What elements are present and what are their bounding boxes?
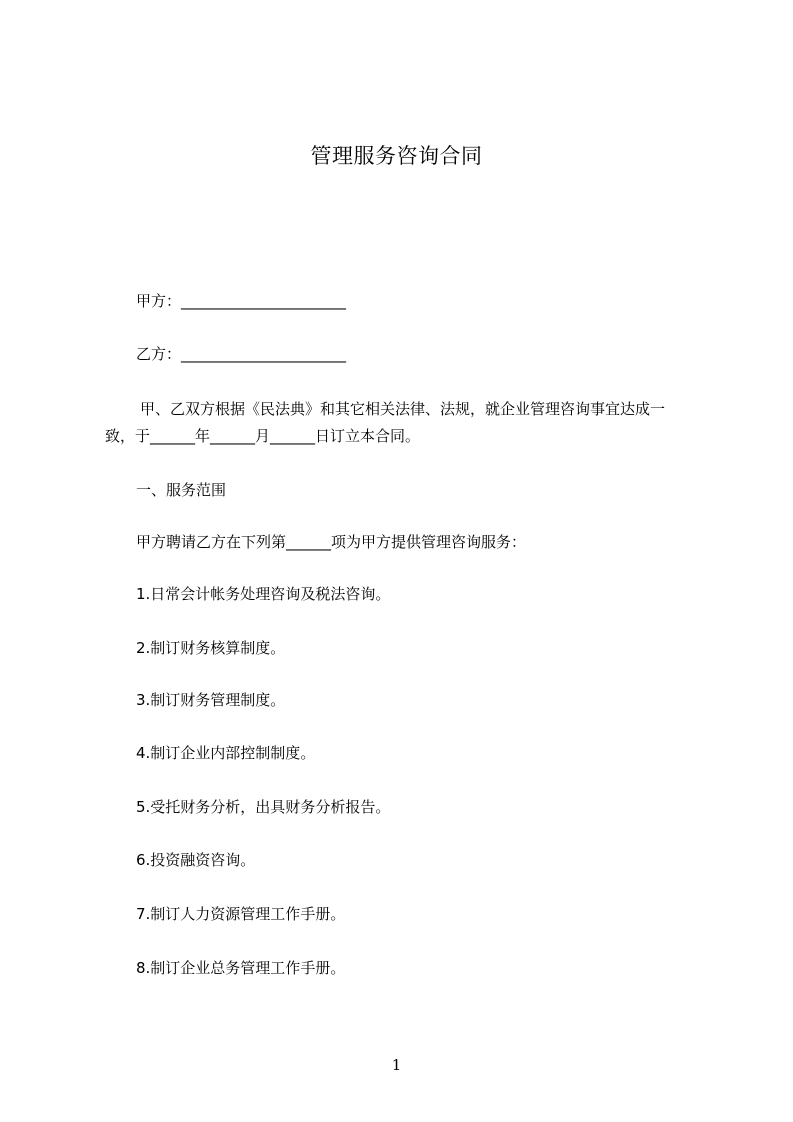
intro-paragraph-line-2: 致，于______年______月______日订立本合同。 <box>105 427 421 445</box>
list-item: 4.制订企业内部控制制度。 <box>136 744 316 762</box>
list-item: 7.制订人力资源管理工作手册。 <box>136 905 346 923</box>
list-item: 6.投资融资咨询。 <box>136 851 256 869</box>
list-item: 8.制订企业总务管理工作手册。 <box>136 959 346 977</box>
section-lead-paragraph: 甲方聘请乙方在下列第______项为甲方提供管理咨询服务： <box>136 533 527 551</box>
section-heading-service-scope: 一、服务范围 <box>136 481 227 499</box>
list-item: 1.日常会计帐务处理咨询及税法咨询。 <box>136 585 391 603</box>
list-item: 2.制订财务核算制度。 <box>136 639 286 657</box>
document-title: 管理服务咨询合同 <box>310 144 483 168</box>
page-number: 1 <box>391 1056 402 1074</box>
intro-paragraph-line-1: 甲、乙双方根据《民法典》和其它相关法律、法规，就企业管理咨询事宜达成一 <box>140 400 666 418</box>
list-item: 3.制订财务管理制度。 <box>136 691 286 709</box>
party-a-line: 甲方：______________________ <box>136 292 347 310</box>
list-item: 5.受托财务分析，出具财务分析报告。 <box>136 798 391 816</box>
party-b-line: 乙方：______________________ <box>136 345 347 363</box>
